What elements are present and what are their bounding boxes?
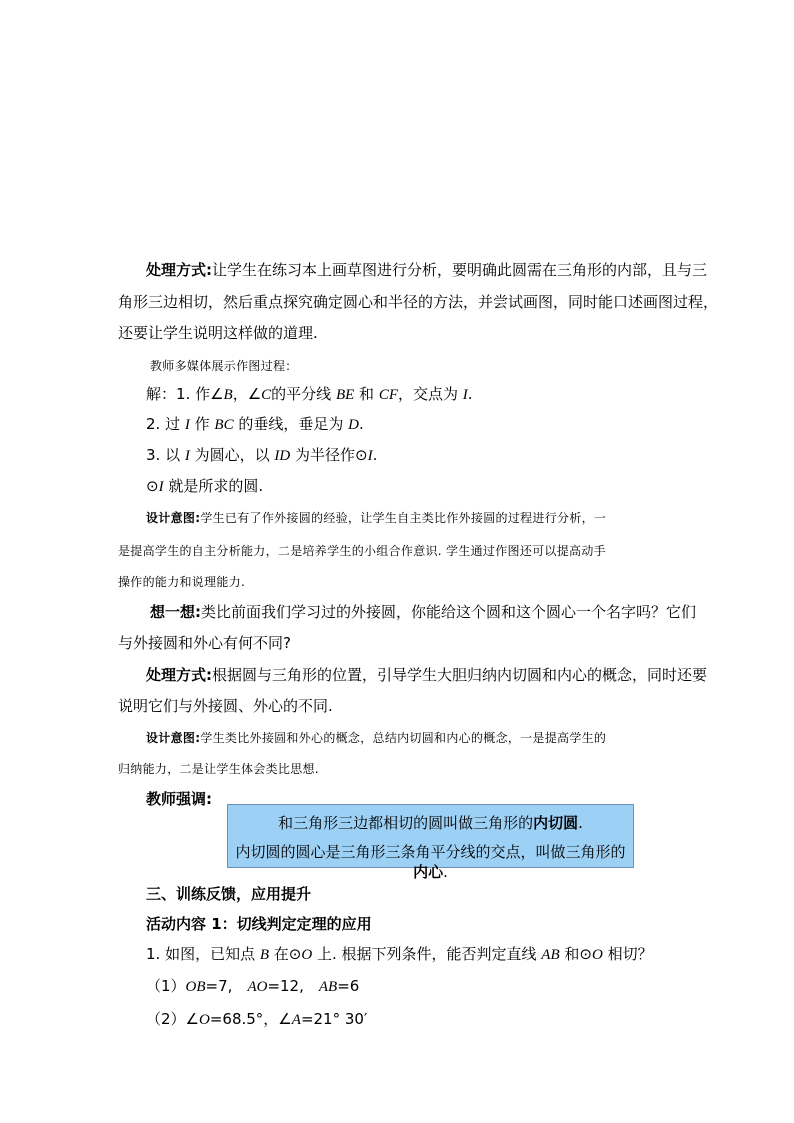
design-intent-2-label: 设计意图:: [146, 731, 201, 745]
condition-2: （2）∠O=68.5°，∠A=21° 30′: [146, 1010, 368, 1028]
question-1: 1. 如图，已知点 B 在⊙O 上. 根据下列条件，能否判定直线 AB 和⊙O 相切？: [146, 945, 653, 963]
design-intent-label: 设计意图:: [146, 511, 201, 525]
callout-row-1: 和三角形三边都相切的圆叫做三角形的内切圆.: [278, 814, 583, 832]
method-paragraph-line-2: 角形三边相切，然后重点探究确定圆心和半径的方法，并尝试画图，同时能口述画图过程，: [118, 293, 719, 311]
step-1: 解：1. 作∠B，∠C的平分线 BE 和 CF，交点为 I.: [146, 385, 473, 403]
step-3: 3. 以 I 为圆心，以 ID 为半径作⊙I.: [146, 446, 378, 464]
think-line-1: 想一想:类比前面我们学习过的外接圆，你能给这个圆和这个圆心一个名字吗？它们: [150, 603, 697, 621]
callout-row-2: 内切圆的圆心是三角形三条角平分线的交点，叫做三角形的内心.: [235, 843, 626, 881]
design-intent-1-line-2: 是提高学生的自主分析能力，二是培养学生的小组合作意识. 学生通过作图还可以提高动手: [118, 544, 606, 558]
design-intent-2-line-1: 设计意图:学生类比外接圆和外心的概念，总结内切圆和内心的概念，一是提高学生的: [146, 731, 607, 745]
method-paragraph-line-3: 还要让学生说明这样做的道理.: [118, 324, 318, 342]
demo-note: 教师多媒体展示作图过程：: [150, 359, 298, 373]
step-2: 2. 过 I 作 BC 的垂线，垂足为 D.: [146, 415, 364, 433]
design-intent-1-line-3: 操作的能力和说理能力.: [118, 575, 246, 589]
method-label: 处理方式:: [146, 261, 212, 279]
activity-heading: 活动内容 1：切线判定定理的应用: [146, 915, 372, 933]
think-label: 想一想:: [150, 603, 201, 621]
design-intent-2-line-2: 归纳能力，二是让学生体会类比思想.: [118, 762, 319, 776]
teacher-emphasis-label: 教师强调:: [146, 790, 212, 808]
definition-callout: [227, 804, 634, 881]
step-4: ⊙I 就是所求的圆.: [146, 477, 264, 495]
condition-1: （1）OB=7, AO=12, AB=6: [146, 977, 360, 995]
method-2-line-1: 处理方式:根据圆与三角形的位置，引导学生大胆归纳内切圆和内心的概念，同时还要: [146, 666, 708, 684]
method-2-label: 处理方式:: [146, 666, 212, 684]
method-2-line-2: 说明它们与外接圆、外心的不同.: [118, 697, 333, 715]
section-heading: 三、训练反馈，应用提升: [146, 885, 312, 903]
think-line-2: 与外接圆和外心有何不同?: [118, 634, 291, 652]
method-paragraph-line-1: 处理方式:让学生在练习本上画草图进行分析，要明确此圆需在三角形的内部，且与三: [146, 261, 708, 279]
design-intent-1-line-1: 设计意图:学生已有了作外接圆的经验，让学生自主类比作外接圆的过程进行分析，一: [146, 511, 607, 525]
